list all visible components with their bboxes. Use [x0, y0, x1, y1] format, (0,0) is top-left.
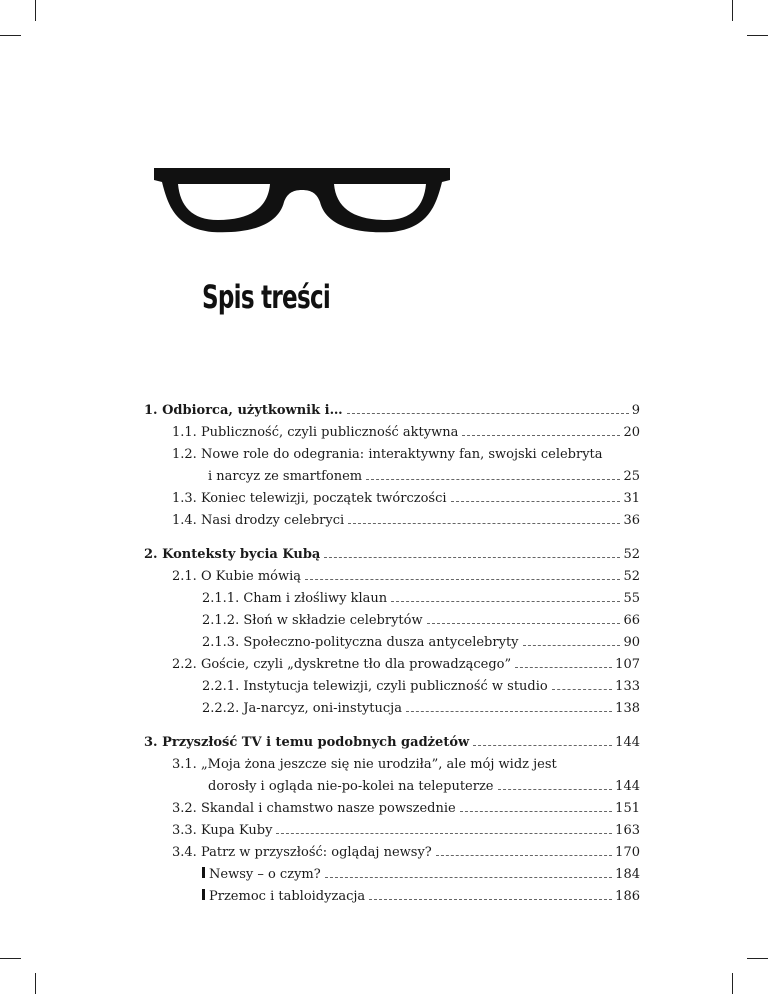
crop-mark [0, 958, 21, 959]
dotted-leader [523, 645, 621, 646]
toc-page-number: 55 [623, 591, 640, 606]
toc-page-number: 138 [615, 701, 640, 716]
toc-entry-title: 1.4. Nasi drodzy celebryci [172, 513, 345, 528]
toc-page-number: 151 [615, 801, 640, 816]
dotted-leader [325, 877, 612, 878]
crop-mark [35, 973, 36, 994]
dotted-leader [462, 435, 620, 436]
dotted-leader [451, 501, 621, 502]
dotted-leader [366, 479, 620, 480]
toc-page-number: 52 [623, 547, 640, 562]
toc-entry [202, 866, 640, 883]
toc-page-number: 107 [615, 657, 640, 672]
dotted-leader [305, 579, 620, 580]
toc-entry-title: 2.1. O Kubie mówią [172, 569, 302, 584]
toc-entry [172, 568, 640, 585]
dotted-leader [348, 523, 620, 524]
toc-entry [172, 822, 640, 839]
dotted-leader [427, 623, 621, 624]
toc-entry [202, 888, 640, 905]
toc-entry-title: 1.3. Koniec telewizji, początek twórczości [172, 491, 447, 506]
toc-page-number: 66 [623, 613, 640, 628]
toc-page-number: 184 [615, 867, 640, 882]
toc-entry-title: 2.2.2. Ja-narcyz, oni-instytucja [202, 701, 402, 716]
toc-entry-title: Newsy – o czym? [209, 867, 321, 882]
toc-chapter-2 [144, 546, 640, 563]
crop-mark [35, 0, 36, 21]
toc-entry [172, 512, 640, 529]
toc-entry-title: 3.3. Kupa Kuby [172, 823, 273, 838]
toc-entry [172, 424, 640, 441]
toc-entry-title: i narcyz ze smartfonem [208, 469, 363, 484]
toc-page-number: 144 [615, 735, 640, 750]
dotted-leader [436, 855, 612, 856]
toc-page-number: 133 [615, 679, 640, 694]
dotted-leader [552, 689, 612, 690]
toc-page-number: 25 [623, 469, 640, 484]
toc-page-number: 170 [615, 845, 640, 860]
toc-entry [202, 634, 640, 651]
toc-entry-title: 3.2. Skandal i chamstwo nasze powszednie [172, 801, 456, 816]
toc-entry-title: 1.2. Nowe role do odegrania: interaktywny fan, swojski celebryta [172, 447, 603, 462]
crop-mark [747, 958, 768, 959]
dotted-leader [324, 557, 620, 558]
toc-entry-title: 1. Odbiorca, użytkownik i… [144, 403, 343, 418]
crop-mark [0, 35, 21, 36]
toc-chapter-1 [144, 402, 640, 419]
toc-entry-title: dorosły i ogląda nie-po-kolei na teleputerze [208, 779, 494, 794]
toc-entry-title: 2.1.1. Cham i złośliwy klaun [202, 591, 388, 606]
page-title: Spis treści [202, 278, 331, 316]
toc-page-number: 9 [631, 403, 640, 418]
toc-entry-title: 1.1. Publiczność, czyli publiczność aktywna [172, 425, 459, 440]
toc-entry [172, 844, 640, 861]
dotted-leader [369, 899, 612, 900]
bullet-marker [202, 889, 205, 900]
dotted-leader [515, 667, 612, 668]
dotted-leader [473, 745, 612, 746]
toc-page-number: 20 [623, 425, 640, 440]
dotted-leader [406, 711, 612, 712]
dotted-leader [276, 833, 612, 834]
dotted-leader [460, 811, 612, 812]
toc-page-number: 90 [623, 635, 640, 650]
toc-entry-title: 3. Przyszłość TV i temu podobnych gadżetów [144, 735, 470, 750]
toc-page-number: 52 [623, 569, 640, 584]
bullet-marker [202, 867, 205, 878]
toc-entry-title: 3.1. „Moja żona jeszcze się nie urodziła”, ale mój widz jest [172, 757, 557, 772]
toc-entry [172, 800, 640, 817]
dotted-leader [391, 601, 620, 602]
dotted-leader [347, 413, 629, 414]
crop-mark [732, 0, 733, 21]
crop-mark [747, 35, 768, 36]
glasses-icon [152, 166, 452, 236]
crop-mark [732, 973, 733, 994]
toc-entry-title: 2.1.3. Społeczno-polityczna dusza antycelebryty [202, 635, 519, 650]
toc-entry [202, 612, 640, 629]
dotted-leader [498, 789, 613, 790]
toc-page-number: 31 [623, 491, 640, 506]
toc-entry [172, 656, 640, 673]
toc-entry-title: 2. Konteksty bycia Kubą [144, 547, 321, 562]
toc-entry-title: 2.2.1. Instytucja telewizji, czyli publiczność w studio [202, 679, 548, 694]
toc-entry-title: 3.4. Patrz w przyszłość: oglądaj newsy? [172, 845, 432, 860]
toc-entry-title: 2.1.2. Słoń w składzie celebrytów [202, 613, 423, 628]
toc-entry [202, 590, 640, 607]
toc-entry [208, 778, 640, 795]
toc-chapter-3 [144, 734, 640, 751]
toc-page-number: 186 [615, 889, 640, 904]
toc-entry [208, 468, 640, 485]
toc-page-number: 144 [615, 779, 640, 794]
toc-entry [202, 678, 640, 695]
toc-entry-title: 2.2. Goście, czyli „dyskretne tło dla prowadzącego” [172, 657, 512, 672]
toc-entry [172, 490, 640, 507]
toc-page-number: 163 [615, 823, 640, 838]
toc-page-number: 36 [623, 513, 640, 528]
toc-entry-title: Przemoc i tabloidyzacja [209, 889, 366, 904]
toc-entry [202, 700, 640, 717]
